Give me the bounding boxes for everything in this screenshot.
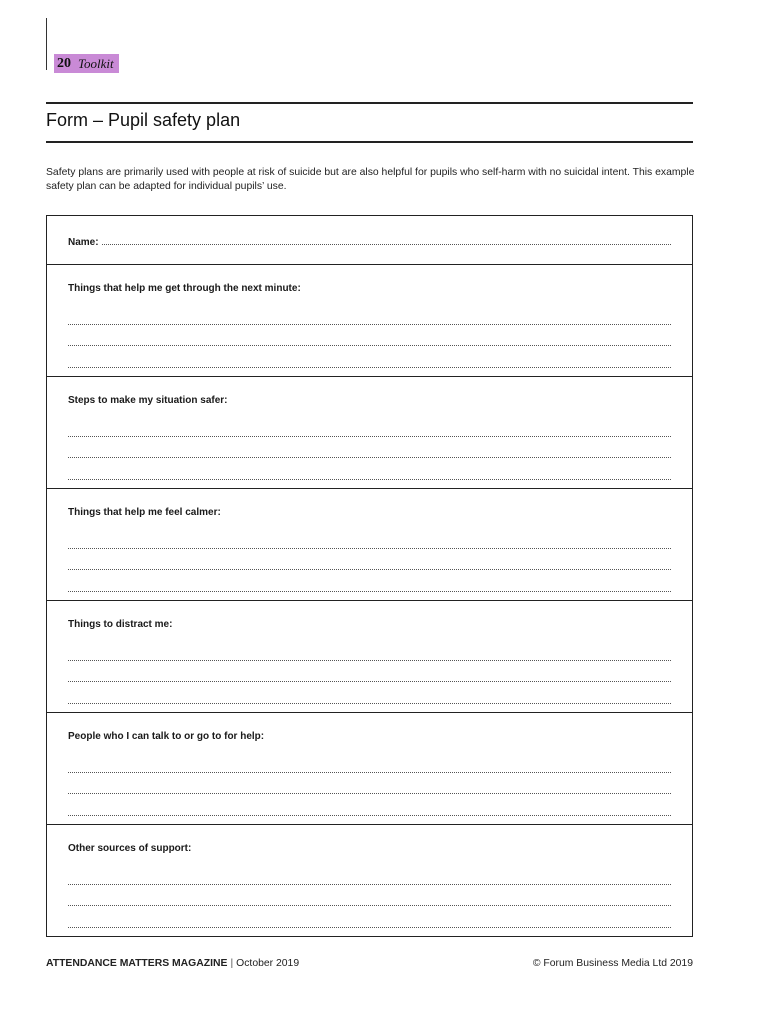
issue-date: October 2019 [236,958,300,969]
write-line[interactable] [68,794,671,816]
write-line[interactable] [68,527,671,549]
section-heading: Other sources of support: [68,843,192,854]
write-lines[interactable] [68,639,671,704]
section-heading: People who I can talk to or go to for help: [68,731,265,742]
section-label: Toolkit [78,55,114,71]
footer-copyright: © Forum Business Media Ltd 2019 [532,958,693,969]
safety-plan-form [46,215,693,937]
name-field[interactable] [68,235,671,248]
section-heading: Things that help me get through the next minute: [68,283,301,294]
write-line[interactable] [68,570,671,592]
section-heading: Things to distract me: [68,619,173,630]
write-line[interactable] [68,661,671,683]
write-line[interactable] [68,458,671,480]
page-title: Form – Pupil safety plan [46,110,241,130]
write-line[interactable] [68,773,671,795]
footer-separator: | [230,958,234,969]
write-line[interactable] [68,549,671,571]
write-line[interactable] [68,437,671,459]
form-section-safer [47,377,692,489]
write-lines[interactable] [68,863,671,928]
intro-paragraph: Safety plans are primarily used with people at risk of suicide but are also helpful for pupils who self-harm with no suicidal intent. This example safety plan can be adapted for individual pupils’ use. [46,167,695,192]
write-lines[interactable] [68,415,671,480]
section-tag [54,54,119,73]
write-lines[interactable] [68,303,671,368]
name-label: Name: [68,237,99,248]
write-line[interactable] [68,303,671,325]
name-write-line[interactable] [102,235,671,245]
section-heading: Things that help me feel calmer: [68,507,221,518]
write-line[interactable] [68,346,671,368]
write-line[interactable] [68,751,671,773]
form-section-distract [47,601,692,713]
write-line[interactable] [68,415,671,437]
page-number: 20 [57,55,71,71]
write-line[interactable] [68,682,671,704]
form-section-next-minute [47,265,692,377]
name-row [47,216,692,265]
write-line[interactable] [68,863,671,885]
title-rule-bottom [46,141,693,143]
footer-publication [46,958,299,969]
title-rule-top [46,102,693,104]
write-line[interactable] [68,325,671,347]
form-section-people [47,713,692,825]
write-lines[interactable] [68,527,671,592]
write-line[interactable] [68,885,671,907]
write-line[interactable] [68,906,671,928]
form-section-other-support [47,825,692,936]
write-line[interactable] [68,639,671,661]
margin-rule [46,18,47,70]
magazine-name: ATTENDANCE MATTERS MAGAZINE [46,958,228,969]
form-section-calmer [47,489,692,601]
write-lines[interactable] [68,751,671,816]
section-heading: Steps to make my situation safer: [68,395,228,406]
